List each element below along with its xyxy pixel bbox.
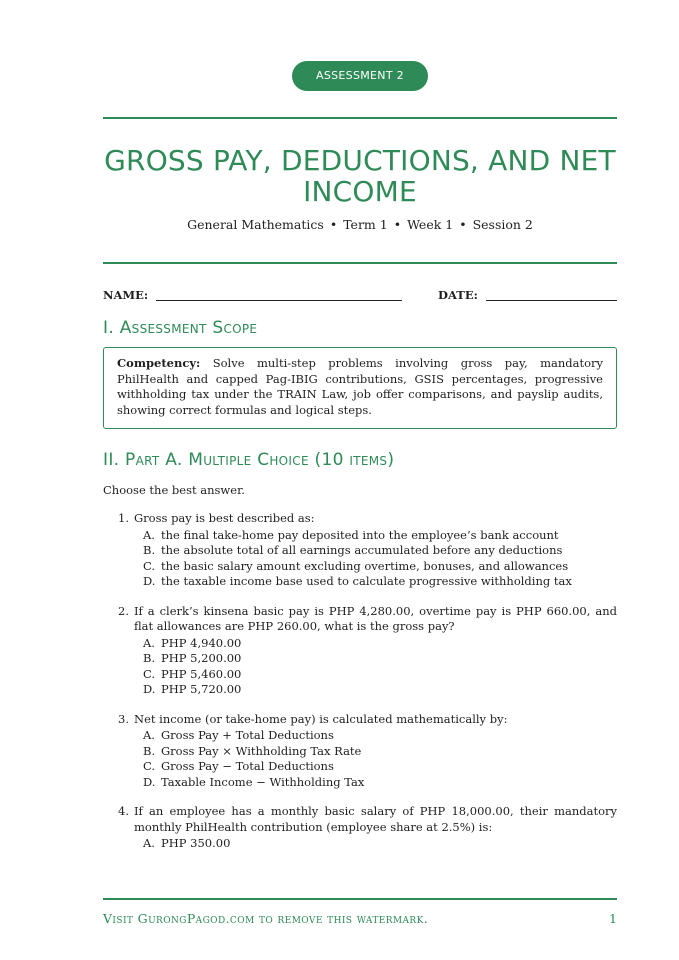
question-number: 1. <box>118 511 129 525</box>
question-number: 3. <box>118 711 129 726</box>
option-letter: D. <box>143 774 156 789</box>
answer-option[interactable] <box>143 744 617 760</box>
term: Term 1 <box>343 217 388 232</box>
badge-container <box>103 61 617 91</box>
option-list <box>143 836 617 852</box>
competency-label: Competency: <box>117 356 201 370</box>
option-list <box>143 528 617 590</box>
week: Week 1 <box>407 217 454 232</box>
option-letter: B. <box>143 543 156 557</box>
page-footer <box>103 911 617 926</box>
option-letter: A. <box>143 728 155 742</box>
option-text: Gross Pay − Total Deductions <box>161 759 334 773</box>
page-number: 1 <box>609 911 617 926</box>
separator-dot: • <box>393 217 402 232</box>
option-letter: A. <box>143 635 155 650</box>
option-letter: A. <box>143 836 155 850</box>
option-letter: D. <box>143 682 156 696</box>
page-title <box>103 145 617 207</box>
answer-option[interactable] <box>143 759 617 775</box>
answer-option[interactable] <box>143 775 617 791</box>
option-letter: C. <box>143 666 156 681</box>
separator-dot: • <box>329 217 338 232</box>
competency-text: Solve multi-step problems involving gross pay, mandatory PhilHealth and capped Pag-IBIG contributions, GSIS percentages, progressive withholding tax under the TRAIN Law, job offer comparisons, and payslip audits, showing correct formulas and logical steps. <box>117 356 603 417</box>
option-text: PHP 350.00 <box>161 836 231 850</box>
instructions: Choose the best answer. <box>103 483 245 497</box>
name-label: NAME: <box>103 288 149 302</box>
option-list <box>143 636 617 698</box>
answer-option[interactable] <box>143 574 617 590</box>
title-line-1: GROSS PAY, DEDUCTIONS, AND NET <box>104 144 616 177</box>
question-number: 2. <box>118 603 129 618</box>
option-text: PHP 5,720.00 <box>161 682 242 696</box>
answer-option[interactable] <box>143 836 617 852</box>
option-text: Gross Pay × Withholding Tax Rate <box>161 743 362 758</box>
separator-dot: • <box>459 217 467 232</box>
option-text: Taxable Income − Withholding Tax <box>161 774 365 789</box>
assessment-page <box>103 0 617 960</box>
question-number: 4. <box>118 804 129 818</box>
question-item <box>103 804 617 852</box>
option-text: the absolute total of all earnings accumulated before any deductions <box>161 543 563 557</box>
section-heading-part-a: II. Part A. Multiple Choice (10 items) <box>103 450 395 470</box>
option-text: PHP 5,460.00 <box>161 666 242 681</box>
answer-option[interactable] <box>143 543 617 559</box>
option-text: Gross Pay + Total Deductions <box>161 728 334 742</box>
assessment-badge: ASSESSMENT 2 <box>292 61 428 91</box>
question-text: If an employee has a monthly basic salary of PHP 18,000.00, their mandatory monthly PhilHealth contribution (employee share at 2.5%) is: <box>134 804 617 834</box>
question-item <box>103 604 617 698</box>
header-divider <box>103 262 617 264</box>
question-item <box>103 712 617 791</box>
option-text: PHP 4,940.00 <box>161 635 242 650</box>
option-text: PHP 5,200.00 <box>161 651 242 665</box>
section-heading-scope: I. Assessment Scope <box>103 318 258 338</box>
option-list <box>143 728 617 790</box>
date-blank[interactable] <box>486 300 617 301</box>
competency-box <box>103 347 617 429</box>
date-label: DATE: <box>438 288 478 302</box>
subject: General Mathematics <box>187 217 324 232</box>
option-letter: B. <box>143 743 156 758</box>
option-letter: D. <box>143 574 156 588</box>
option-text: the taxable income base used to calculate progressive withholding tax <box>161 574 572 588</box>
session: Session 2 <box>472 217 533 232</box>
footer-divider <box>103 898 617 900</box>
option-letter: C. <box>143 558 156 573</box>
title-line-2: INCOME <box>303 175 417 208</box>
answer-option[interactable] <box>143 528 617 544</box>
course-subtitle <box>103 217 617 232</box>
option-text: the final take-home pay deposited into the employee’s bank account <box>161 527 559 542</box>
question-list <box>103 511 617 866</box>
question-item <box>103 511 617 590</box>
top-divider <box>103 117 617 119</box>
answer-option[interactable] <box>143 667 617 683</box>
option-letter: B. <box>143 651 156 665</box>
question-text: Net income (or take-home pay) is calculated mathematically by: <box>134 711 508 726</box>
name-date-row <box>103 288 617 304</box>
question-text: Gross pay is best described as: <box>134 511 315 525</box>
answer-option[interactable] <box>143 559 617 575</box>
option-text: the basic salary amount excluding overtime, bonuses, and allowances <box>161 558 569 573</box>
name-blank[interactable] <box>156 300 402 301</box>
answer-option[interactable] <box>143 728 617 744</box>
answer-option[interactable] <box>143 636 617 652</box>
option-letter: C. <box>143 759 156 773</box>
option-letter: A. <box>143 527 155 542</box>
question-text: If a clerk’s kinsena basic pay is PHP 4,280.00, overtime pay is PHP 660.00, and flat allowances are PHP 260.00, what is the gross pay? <box>134 603 617 633</box>
watermark-text: Visit GurongPagod.com to remove this watermark. <box>103 911 429 926</box>
answer-option[interactable] <box>143 682 617 698</box>
answer-option[interactable] <box>143 651 617 667</box>
